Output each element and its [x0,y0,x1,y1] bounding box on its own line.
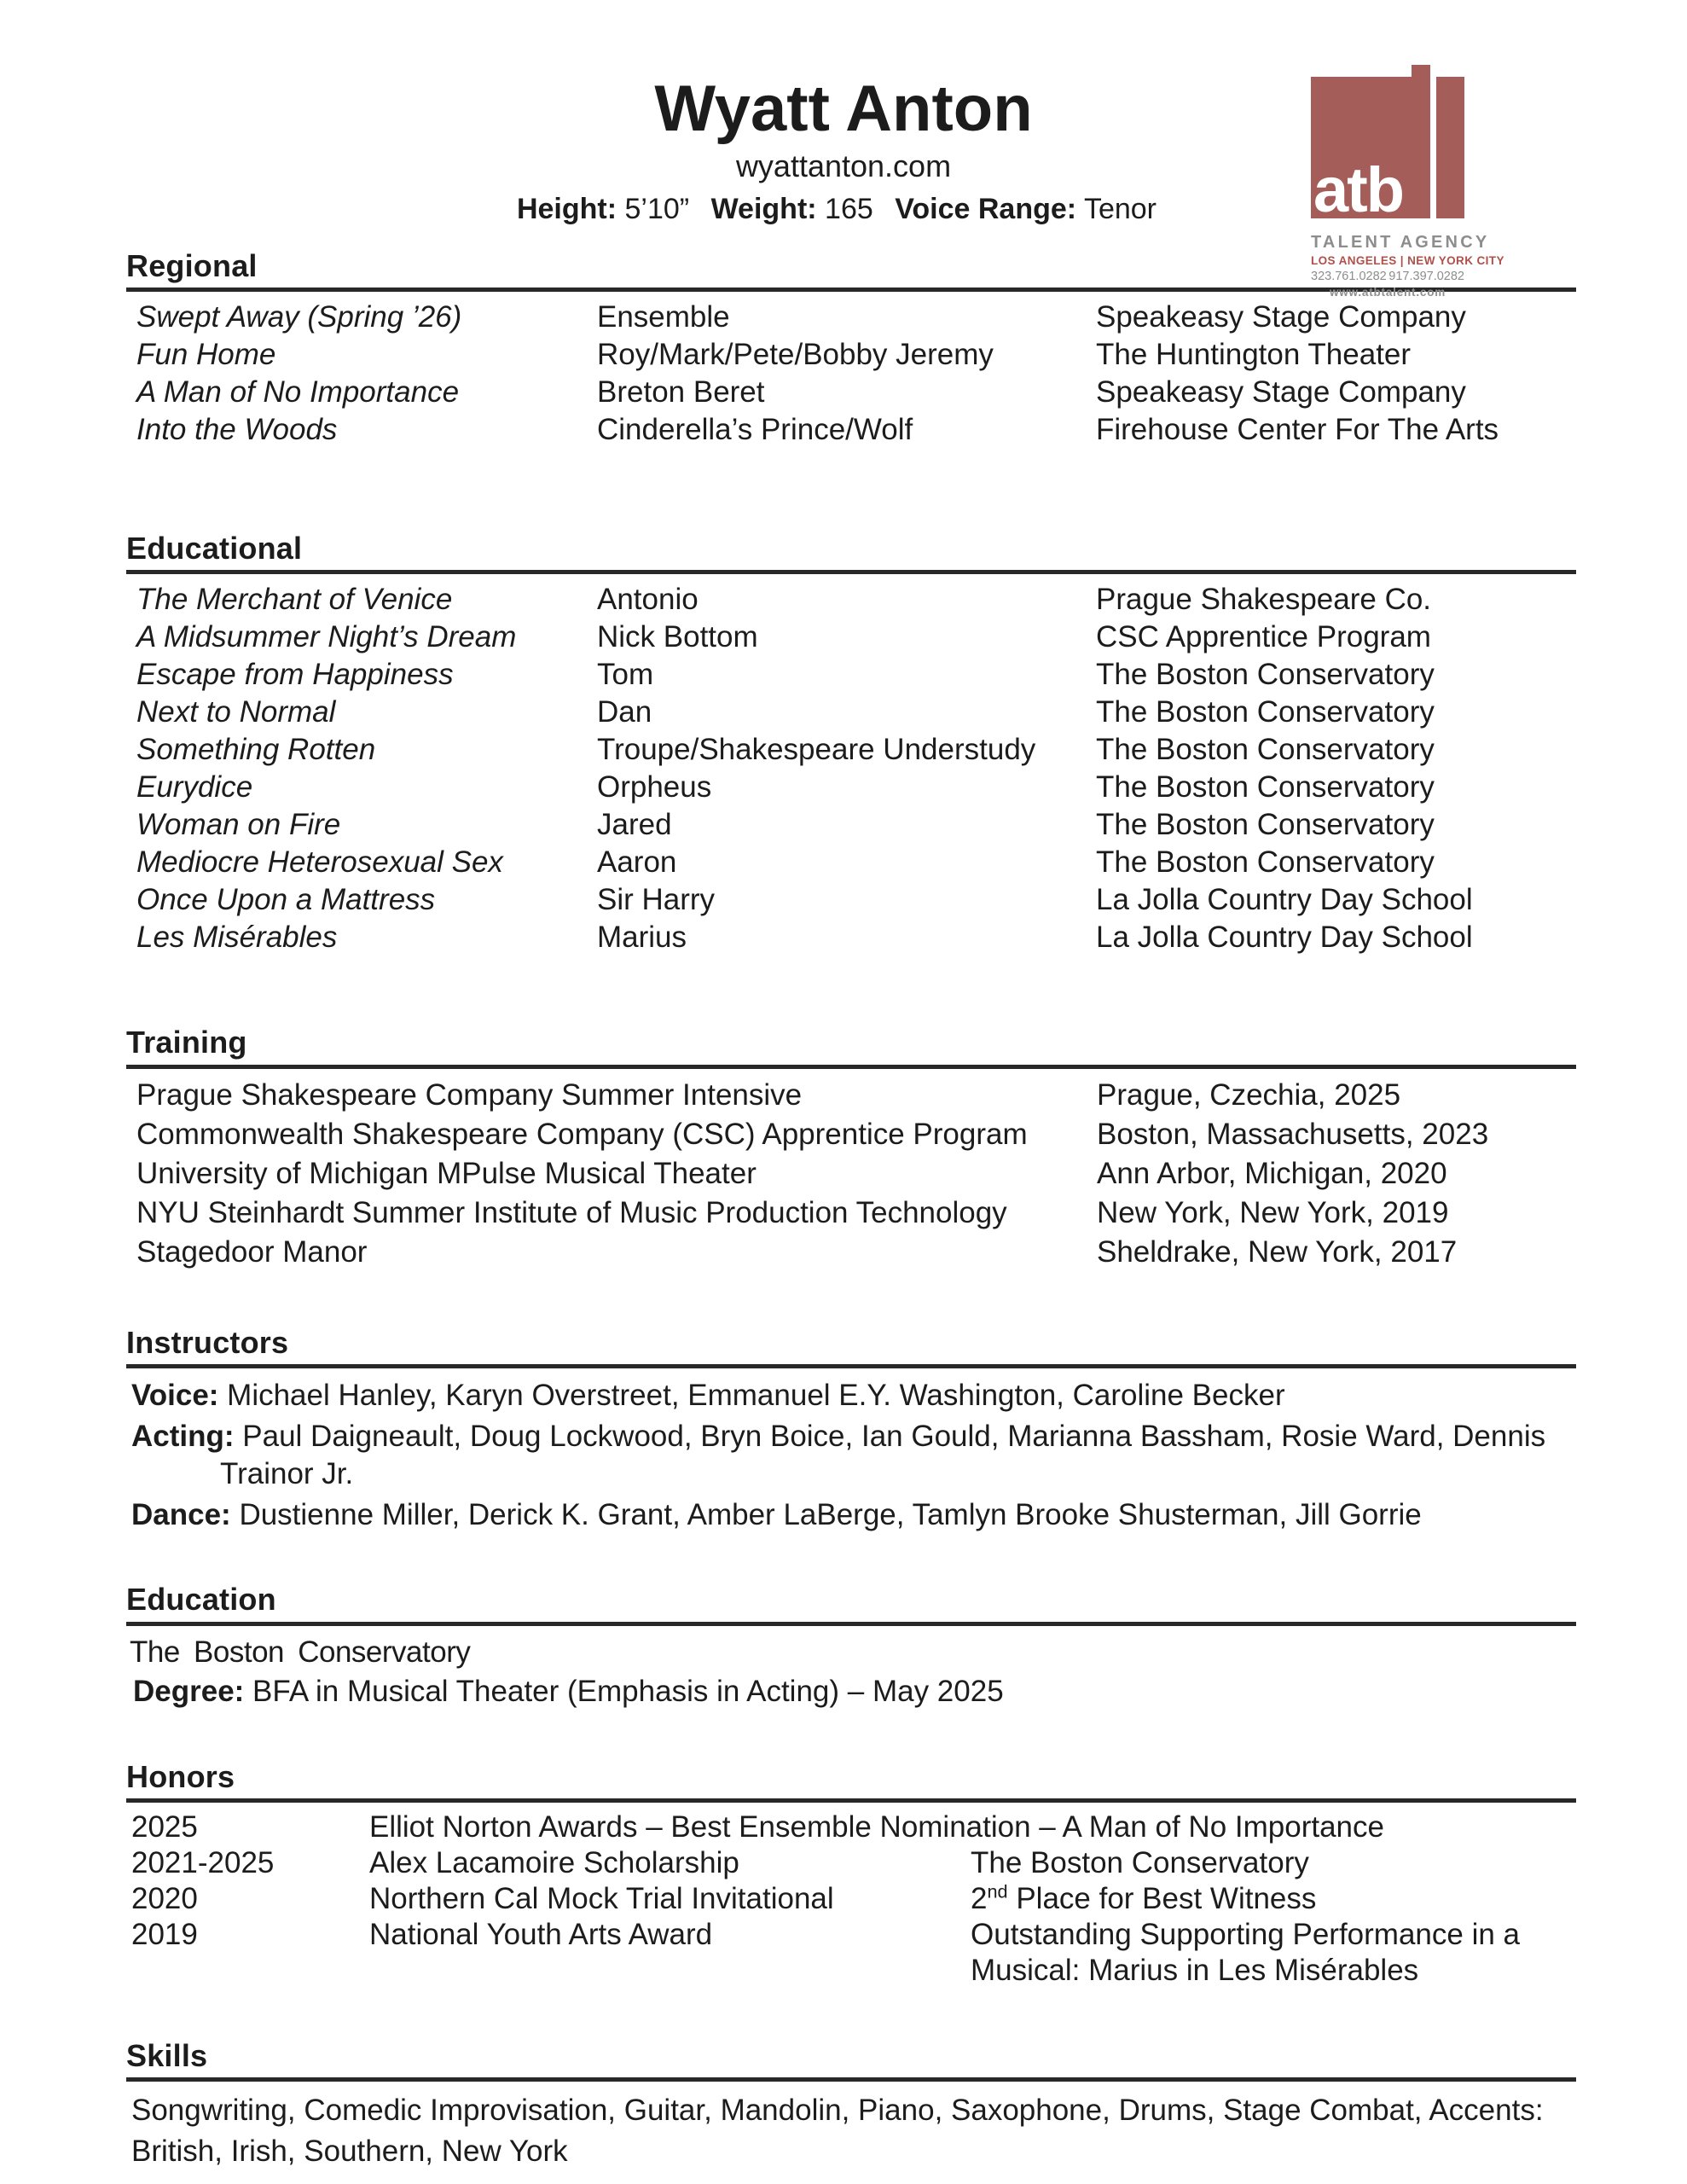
section-heading: Honors [126,1758,235,1794]
atb-logo-icon [1311,65,1464,226]
theater: The Boston Conservatory [1096,695,1435,729]
dance-names: Dustienne Miller, Derick K. Grant, Amber LaBerge, Tamlyn Brooke Shusterman, Jill Gorrie [230,1498,1422,1532]
training-row [126,1076,1576,1115]
talent-agency-logo [1311,65,1504,299]
credit-row [126,769,1576,806]
role: Ensemble [597,299,730,334]
section-educational [126,531,1576,956]
show-title: Les Misérables [136,921,338,955]
honor-award: Elliot Norton Awards – Best Ensemble Nomination – A Man of No Importance [369,1809,1384,1844]
theater: The Boston Conservatory [1096,658,1435,692]
section-heading: Training [126,1025,247,1060]
role: Breton Beret [597,375,765,409]
honor-detail [971,1881,1576,1917]
role: Sir Harry [597,883,716,917]
credit-row [126,806,1576,844]
voice-instructors [126,1377,1576,1414]
section-instructors [126,1325,1576,1534]
heading-rule [126,1622,1576,1626]
credit-row [126,881,1576,919]
credit-row [126,694,1576,731]
credit-row [126,844,1576,881]
education-details [126,1633,1576,1711]
credit-row [126,731,1576,769]
theater: CSC Apprentice Program [1096,620,1431,654]
agency-name: TALENT AGENCY [1311,233,1490,252]
honor-year: 2025 [131,1809,198,1844]
school-name: The Boston Conservatory [130,1635,471,1669]
theater: The Boston Conservatory [1096,770,1435,804]
credit-row [126,656,1576,694]
weight-label: Weight: [710,192,817,225]
theater: Firehouse Center For The Arts [1096,412,1499,446]
height-value: 5’10” [624,192,690,225]
theater: La Jolla Country Day School [1096,921,1473,955]
section-honors [126,1759,1576,1989]
ordinal-suffix: nd [987,1880,1008,1902]
heading-rule [126,2077,1576,2082]
location-year: Prague, Czechia, 2025 [1097,1077,1401,1112]
honor-award: Northern Cal Mock Trial Invitational [369,1881,834,1915]
acting-label: Acting: [131,1420,235,1454]
honor-detail: The Boston Conservatory [971,1845,1309,1879]
location-year: New York, New York, 2019 [1097,1195,1449,1229]
location-year: Boston, Massachusetts, 2023 [1097,1117,1489,1151]
agency-phones [1311,270,1464,284]
theater: Speakeasy Stage Company [1096,299,1466,334]
show-title: Into the Woods [136,412,338,446]
program: NYU Steinhardt Summer Institute of Music Production Technology [136,1195,1007,1229]
degree-label: Degree: [133,1674,245,1708]
credit-row [126,411,1576,449]
show-title: Something Rotten [136,733,376,767]
theater: Speakeasy Stage Company [1096,375,1466,409]
role: Marius [597,921,687,955]
show-title: Woman on Fire [136,808,341,842]
honor-award: National Youth Arts Award [369,1917,713,1951]
credit-row [126,919,1576,956]
voice-range-value: Tenor [1083,192,1157,225]
training-list [126,1076,1576,1272]
honor-year: 2019 [131,1917,198,1951]
show-title: Next to Normal [136,695,336,729]
section-training [126,1025,1576,1271]
honor-row [126,1809,1576,1845]
credit-row [126,299,1576,336]
honor-row [126,1881,1576,1917]
personal-website: wyattanton.com [735,148,952,183]
honor-award: Alex Lacamoire Scholarship [369,1845,739,1879]
show-title: Swept Away (Spring ’26) [136,299,462,334]
location-year: Sheldrake, New York, 2017 [1097,1234,1458,1269]
theater: La Jolla Country Day School [1096,883,1473,917]
heading-rule [126,1364,1576,1368]
section-heading: Regional [126,247,258,283]
regional-credits [126,299,1576,449]
show-title: A Midsummer Night’s Dream [136,620,517,654]
section-heading: Instructors [126,1324,289,1360]
role: Antonio [597,583,699,617]
show-title: A Man of No Importance [136,375,460,409]
location-year: Ann Arbor, Michigan, 2020 [1097,1156,1447,1190]
role: Orpheus [597,770,712,804]
role: Jared [597,808,672,842]
svg-text:atb: atb [1313,154,1403,225]
dance-label: Dance: [131,1498,231,1532]
honor-year: 2021-2025 [131,1845,275,1879]
role: Troupe/Shakespeare Understudy [597,733,1036,767]
credit-row [126,374,1576,411]
training-row [126,1233,1576,1272]
section-heading: Education [126,1582,276,1618]
theater: The Boston Conservatory [1096,845,1435,880]
role: Nick Bottom [597,620,758,654]
resume-body [126,248,1576,2173]
weight-value: 165 [825,192,873,225]
agency-cities: LOS ANGELES | NEW YORK CITY [1311,254,1504,267]
credit-row [126,581,1576,619]
honor-detail: Outstanding Supporting Performance in a Musical: Marius in Les Misérables [971,1917,1520,1987]
degree-value: BFA in Musical Theater (Emphasis in Acting) – May 2025 [244,1674,1004,1708]
show-title: The Merchant of Venice [136,583,453,617]
detail-rest: Place for Best Witness [1007,1881,1317,1915]
show-title: Mediocre Heterosexual Sex [136,845,503,880]
honor-row [126,1845,1576,1881]
heading-rule [126,570,1576,574]
acting-names: Paul Daigneault, Doug Lockwood, Bryn Boice, Ian Gould, Marianna Bassham, Rosie Ward, Dennis Trainor Jr. [220,1420,1546,1491]
theater: The Huntington Theater [1096,337,1412,371]
program: Prague Shakespeare Company Summer Intensive [136,1077,803,1112]
honors-list [126,1809,1576,1989]
training-row [126,1115,1576,1154]
voice-names: Michael Hanley, Karyn Overstreet, Emmanuel E.Y. Washington, Caroline Becker [218,1379,1285,1413]
agency-website: www.atbtalent.com [1329,285,1446,299]
dance-instructors [126,1496,1576,1534]
agency-phone-ny: 917.397.0282 [1388,269,1464,283]
educational-credits [126,581,1576,956]
agency-phone-la: 323.761.0282 [1311,269,1387,283]
role: Dan [597,695,652,729]
show-title: Eurydice [136,770,253,804]
role: Cinderella’s Prince/Wolf [597,412,913,446]
acting-instructors [126,1418,1576,1493]
show-title: Fun Home [136,337,276,371]
honor-year: 2020 [131,1881,198,1915]
program: University of Michigan MPulse Musical Theater [136,1156,757,1190]
role: Aaron [597,845,677,880]
voice-range-label: Voice Range: [895,192,1077,225]
section-education [126,1582,1576,1711]
show-title: Once Upon a Mattress [136,883,436,917]
page-title: Wyatt Anton [654,73,1033,145]
role: Tom [597,658,654,692]
section-skills [126,2038,1576,2172]
training-row [126,1194,1576,1233]
instructors-list [126,1377,1576,1534]
heading-rule [126,1798,1576,1803]
section-heading: Skills [126,2037,208,2073]
voice-label: Voice: [131,1379,219,1413]
ordinal-base: 2 [971,1881,988,1915]
heading-rule [126,1065,1576,1069]
program: Commonwealth Shakespeare Company (CSC) Apprentice Program [136,1117,1028,1151]
program: Stagedoor Manor [136,1234,368,1269]
role: Roy/Mark/Pete/Bobby Jeremy [597,337,994,371]
show-title: Escape from Happiness [136,658,454,692]
credit-row [126,619,1576,656]
theater: The Boston Conservatory [1096,733,1435,767]
section-heading: Educational [126,530,303,566]
skills-text: Songwriting, Comedic Improvisation, Guitar, Mandolin, Piano, Saxophone, Drums, Stage Combat, Accents: British, Irish, Southern, New York [131,2094,1544,2169]
credit-row [126,336,1576,374]
honor-row [126,1917,1576,1989]
degree-line [126,1672,1576,1711]
height-label: Height: [516,192,617,225]
theater: Prague Shakespeare Co. [1096,583,1432,617]
theater: The Boston Conservatory [1096,808,1435,842]
training-row [126,1154,1576,1194]
